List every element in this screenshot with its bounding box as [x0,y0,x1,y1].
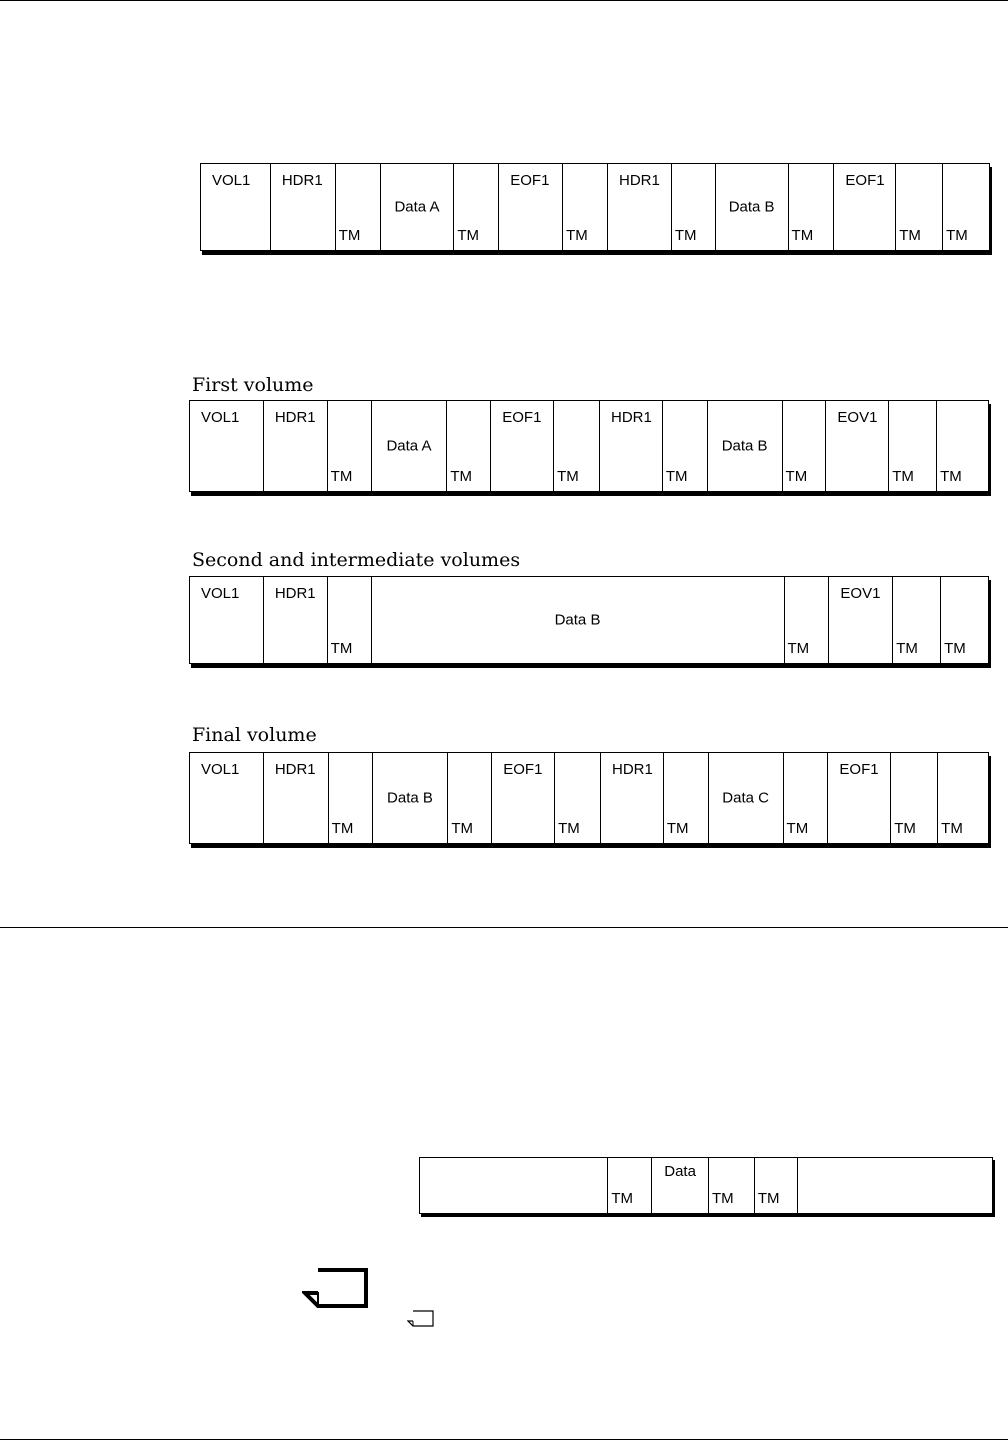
cell-label: HDR1 [281,172,323,189]
cell-label: TM [611,1190,634,1207]
tape-cell [329,753,373,843]
tape-cell [664,753,709,843]
tape-cell [789,164,835,250]
cell-label: TM [787,640,810,657]
cell-label: TM [785,468,808,485]
cell-label: EOF1 [845,172,885,189]
cell-label: TM [674,227,697,244]
tape-cell [798,1158,992,1213]
cell-label: VOL1 [201,585,240,602]
cell-label: TM [331,820,354,837]
cell-label: Data C [722,789,769,807]
tape-cell [264,577,328,663]
tape-cell [491,401,554,491]
tape-cell [783,401,827,491]
tape-cell [708,401,783,491]
tape-cell [420,1158,608,1213]
cell-label: EOF1 [510,172,550,189]
tape-cell [941,577,988,663]
cell-label: HDR1 [610,409,652,426]
tape-cell [937,401,988,491]
cell-label: TM [451,820,474,837]
cell-label: Data [664,1163,696,1180]
cell-label: TM [899,227,921,244]
tape-cell [600,401,663,491]
cell-label: EOF1 [503,761,543,778]
tape-cell [336,164,381,250]
tape-cell [938,753,988,843]
cell-label: Data A [386,437,432,455]
cell-label: TM [757,1190,780,1207]
cell-label: Data B [554,611,601,629]
tape-cell [555,753,601,843]
tape-cell [381,164,455,250]
cell-label: TM [786,820,809,837]
tape-cell [373,753,449,843]
tape-cell [663,401,708,491]
cell-label: TM [558,820,580,837]
tape-cell [454,164,499,250]
tape-cell [492,753,555,843]
cell-label: EOV1 [837,409,878,426]
cell-label: HDR1 [274,409,316,426]
tape-cell [601,753,664,843]
cell-label: TM [940,468,962,485]
cell-label: TM [791,227,814,244]
tape-cell [829,577,893,663]
bottom-rule [0,1439,1008,1440]
cell-label: TM [892,468,914,485]
tape-cell [264,401,328,491]
tape-cell [785,577,830,663]
tape-cell [447,401,491,491]
tape-cell [563,164,608,250]
cell-label: TM [450,468,473,485]
tape-cell [190,577,264,663]
cell-label: Data B [728,198,775,216]
cell-label: VOL1 [201,409,240,426]
tape-cell [716,164,789,250]
cell-label: HDR1 [618,172,660,189]
cell-label: EOF1 [502,409,542,426]
cell-label: TM [896,640,918,657]
tape-cell [652,1158,709,1213]
intermediate-volumes-title: Second and intermediate volumes [192,549,521,571]
cell-label: Data B [721,437,768,455]
tape-cell [190,753,264,843]
cell-label: Data A [394,198,440,216]
cell-label: VOL1 [212,172,251,189]
cell-label: TM [711,1190,734,1207]
tape-strip [419,1157,993,1214]
tape-cell [672,164,716,250]
cell-label: HDR1 [274,761,316,778]
cell-label: TM [338,227,361,244]
tape-strip [189,752,989,844]
cell-label: TM [666,820,689,837]
note-page-icon [407,1310,435,1328]
tape-strip [200,163,990,251]
cell-label: TM [557,468,579,485]
cell-label: TM [941,820,963,837]
tape-cell [372,401,448,491]
top-rule [0,0,1008,1]
tape-cell [328,401,372,491]
tape-cell [834,164,896,250]
tape-cell [889,401,937,491]
tape-cell [328,577,372,663]
tape-cell [943,164,989,250]
cell-label: TM [894,820,916,837]
tape-cell [784,753,829,843]
tape-cell [709,753,784,843]
cell-label: TM [330,468,353,485]
cell-label: TM [457,227,480,244]
tape-cell [201,164,271,250]
final-volume-title: Final volume [192,724,317,746]
cell-label: EOV1 [840,585,881,602]
cell-label: HDR1 [611,761,653,778]
tape-cell [372,577,785,663]
tape-cell [448,753,492,843]
cell-label: Data B [387,789,433,807]
tape-cell [828,753,891,843]
section-rule [0,927,1008,928]
tape-cell [709,1158,755,1213]
tape-cell [893,577,941,663]
tape-cell [891,753,938,843]
cell-label: VOL1 [201,761,240,778]
cell-label: TM [665,468,688,485]
cell-label: EOF1 [839,761,879,778]
cell-label: HDR1 [274,585,316,602]
cell-label: TM [566,227,588,244]
tape-cell [264,753,329,843]
tape-cell [826,401,889,491]
tape-strip [189,576,989,664]
first-volume-title: First volume [192,374,314,396]
tape-cell [896,164,943,250]
tape-cell [271,164,336,250]
tape-cell [499,164,563,250]
tape-cell [608,1158,652,1213]
tape-strip [189,400,989,492]
tape-cell [608,164,672,250]
tape-cell [190,401,264,491]
tape-cell [755,1158,798,1213]
note-page-icon [302,1268,370,1310]
tape-cell [554,401,600,491]
cell-label: TM [946,227,968,244]
cell-label: TM [330,640,353,657]
cell-label: TM [944,640,966,657]
